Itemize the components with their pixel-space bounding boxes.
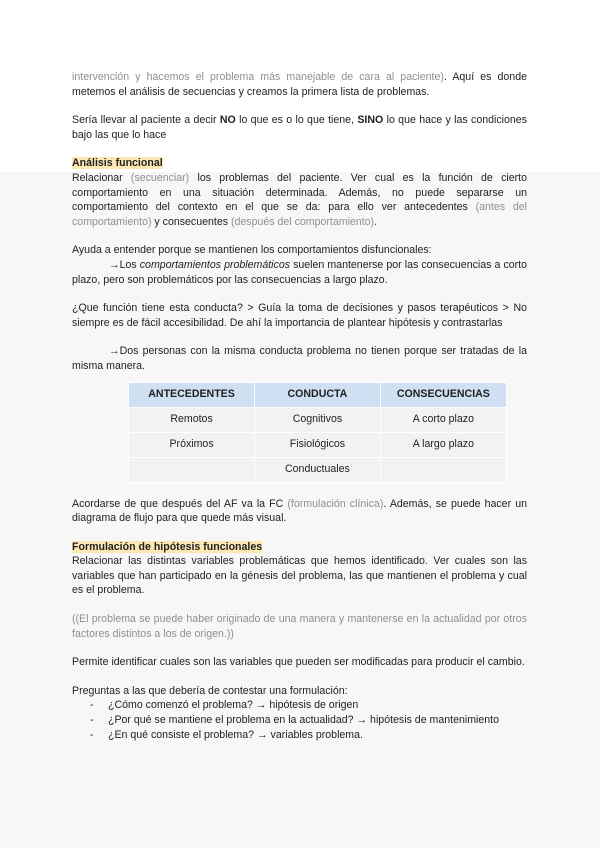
paragraph-text: . Además, se puede hacer un diagrama de flujo para que quede más visual. — [72, 497, 527, 525]
heading-analisis-funcional — [72, 156, 527, 171]
paragraph-arrow-2 — [72, 344, 527, 373]
list-item: - ¿Por qué se mantiene el problema en la actualidad? → hipótesis de mantenimiento — [72, 713, 527, 728]
table-cell: Próximos — [129, 432, 255, 457]
table-row — [129, 407, 507, 432]
table-cell — [129, 457, 255, 482]
paragraph-text: Relacionar — [72, 171, 131, 184]
table-cell: Conductuales — [255, 457, 381, 482]
table-header-cell: CONSECUENCIAS — [380, 382, 506, 407]
heading-formulacion — [72, 540, 527, 555]
paragraph-text: Acordarse de que después del AF va la FC — [72, 497, 288, 510]
italic-text: comportamientos problemáticos — [139, 258, 291, 271]
muted-text: (formulación clínica) — [287, 497, 384, 510]
table-cell: Fisiológicos — [255, 432, 381, 457]
paragraph-text: lo que hace y las condiciones bajo las que lo hace — [72, 114, 527, 141]
paragraph-text: Sería llevar al paciente a decir — [72, 114, 220, 127]
paragraph-text: →Los — [109, 258, 140, 271]
af-table — [128, 382, 507, 483]
bold-sino: SINO — [357, 114, 384, 127]
muted-text: intervención y hacemos el problema más manejable de cara al paciente) — [72, 71, 444, 83]
paragraph-text: suelen mantenerse por las consecuencias a corto plazo, pero son problemáticos por las consecuencias a largo plazo. — [72, 258, 527, 286]
questions-list — [72, 698, 527, 742]
paragraph-note: ((El problema se puede haber originado de una manera y mantenerse en la actualidad por otros factores distintos a los de origen.)) — [72, 613, 527, 640]
document-page — [72, 70, 527, 742]
table-header-cell: ANTECEDENTES — [129, 382, 255, 407]
paragraph-relacionar — [72, 171, 527, 229]
paragraph-ayuda: Ayuda a entender porque se mantienen los comportamientos disfuncionales: — [72, 244, 432, 257]
paragraph-permite: Permite identificar cuales son las variables que pueden ser modificadas para producir el cambio. — [72, 656, 525, 669]
table-header-row — [129, 382, 507, 407]
paragraph-text: . — [374, 215, 378, 228]
paragraph-funcion: ¿Que función tiene esta conducta? > Guía la toma de decisiones y pasos terapéuticos > No siempre es de fácil accesibilidad. De ahí la importancia de plantear hipótesis y contrastarlas — [72, 302, 527, 329]
heading-text: Formulación de hipótesis funcionales — [72, 540, 263, 553]
table-cell — [380, 457, 506, 482]
list-item: - ¿Cómo comenzó el problema? → hipótesis de origen — [72, 698, 527, 713]
table-row — [129, 457, 507, 482]
table-cell: A largo plazo — [380, 432, 506, 457]
bold-no: NO — [219, 114, 236, 127]
paragraph-text: los problemas del paciente. Ver cual es la función de cierto comportamiento en una situación determinada. Además, no puede separarse un comportamiento del contexto en el que se da: para ello ver antecedentes — [72, 171, 527, 214]
paragraph-preguntas: Preguntas a las que debería de contestar una formulación: — [72, 684, 348, 697]
list-item: - ¿En qué consiste el problema? → variables problema. — [72, 728, 527, 743]
paragraph-arrow-1 — [72, 258, 527, 287]
table-cell: A corto plazo — [380, 407, 506, 432]
muted-text: (después del comportamiento) — [230, 215, 375, 228]
heading-text: Análisis funcional — [72, 157, 163, 170]
table-cell: Cognitivos — [255, 407, 381, 432]
paragraph-acordarse — [72, 497, 527, 526]
table-row — [129, 432, 507, 457]
muted-text: (secuenciar) — [130, 171, 190, 184]
paragraph-text: . Aquí es donde metemos el análisis de secuencias y creamos la primera lista de problemas. — [72, 71, 527, 98]
paragraph-not-but — [72, 113, 527, 142]
paragraph-relacionar-variables: Relacionar las distintas variables problemáticas que hemos identificado. Ver cuales son las variables que han participado en la génesis del problema, las que mantienen el problema y cual es el problema. — [72, 555, 527, 597]
paragraph-text: lo que es o lo que tiene, — [235, 114, 358, 127]
table-cell: Remotos — [129, 407, 255, 432]
muted-text: (antes del comportamiento) — [72, 201, 527, 228]
paragraph-text: y consecuentes — [151, 215, 231, 228]
table-header-cell: CONDUCTA — [255, 382, 381, 407]
paragraph-intro — [72, 70, 527, 99]
paragraph-text: →Dos personas con la misma conducta problema no tienen porque ser tratadas de la misma manera. — [72, 345, 527, 372]
